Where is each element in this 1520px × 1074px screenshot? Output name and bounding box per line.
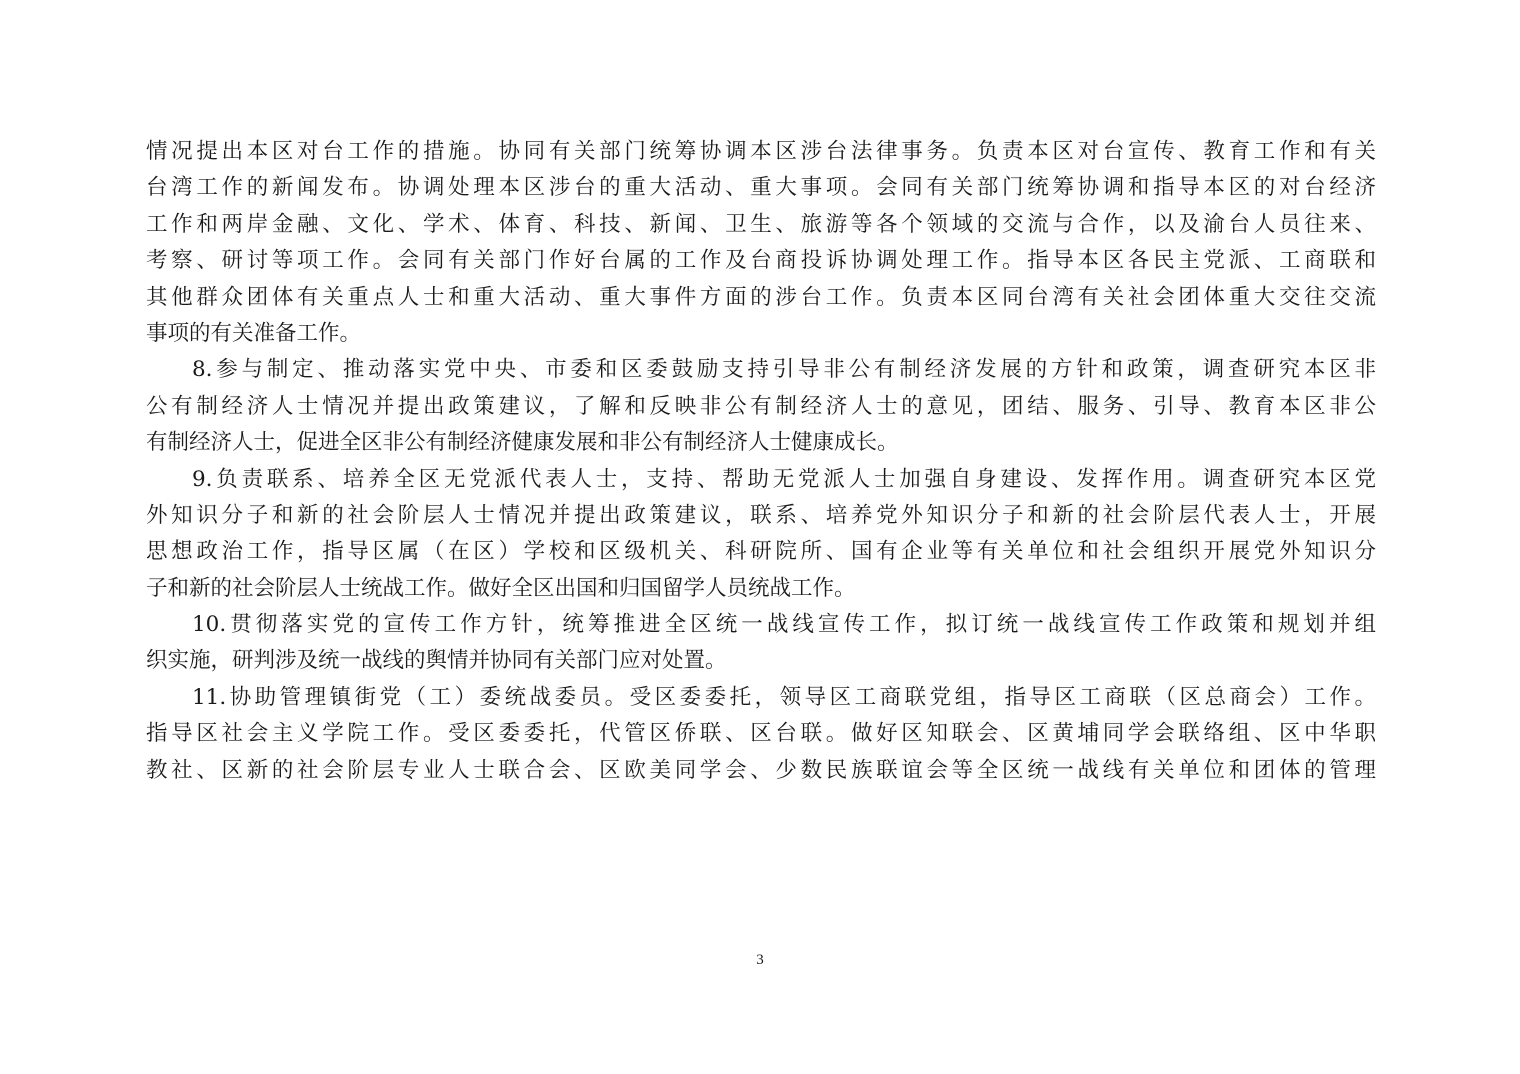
text-line: 公有制经济人士情况并提出政策建议，了解和反映非公有制经济人士的意见，团结、服务、引导、教育本区非公 xyxy=(146,393,1376,419)
text-line: 织实施，研判涉及统一战线的舆情并协同有关部门应对处置。 xyxy=(146,648,727,674)
text-line: 其他群众团体有关重点人士和重大活动、重大事件方面的涉台工作。负责本区同台湾有关社会团体重大交往交流 xyxy=(146,284,1376,310)
text-line: 有制经济人士，促进全区非公有制经济健康发展和非公有制经济人士健康成长。 xyxy=(146,430,899,456)
text-line: 思想政治工作，指导区属（在区）学校和区级机关、科研院所、国有企业等有关单位和社会组织开展党外知识分 xyxy=(146,539,1376,565)
paragraph-10-first-line: 10.贯彻落实党的宣传工作方针，统筹推进全区统一战线宣传工作，拟订统一战线宣传工作政策和规划并组 xyxy=(192,612,1376,638)
body-text xyxy=(146,134,1376,789)
text-line: 情况提出本区对台工作的措施。协同有关部门统筹协调本区涉台法律事务。负责本区对台宣传、教育工作和有关 xyxy=(146,139,1376,164)
text-line: 工作和两岸金融、文化、学术、体育、科技、新闻、卫生、旅游等各个领域的交流与合作，以及渝台人员往来、 xyxy=(146,211,1376,237)
text-line: 考察、研讨等项工作。会同有关部门作好台属的工作及台商投诉协调处理工作。指导本区各民主党派、工商联和 xyxy=(146,248,1376,274)
paragraph-8-first-line: 8.参与制定、推动落实党中央、市委和区委鼓励支持引导非公有制经济发展的方针和政策，调查研究本区非 xyxy=(192,357,1376,383)
page-number: 3 xyxy=(756,952,764,968)
text-line: 教社、区新的社会阶层专业人士联合会、区欧美同学会、少数民族联谊会等全区统一战线有关单位和团体的管理 xyxy=(146,757,1376,783)
text-line: 子和新的社会阶层人士统战工作。做好全区出国和归国留学人员统战工作。 xyxy=(146,575,856,601)
paragraph-11-first-line: 11.协助管理镇街党（工）委统战委员。受区委委托，领导区工商联党组，指导区工商联（区总商会）工作。 xyxy=(192,684,1376,710)
text-line: 事项的有关准备工作。 xyxy=(146,320,362,346)
paragraph-9-first-line: 9.负责联系、培养全区无党派代表人士，支持、帮助无党派人士加强自身建设、发挥作用。调查研究本区党 xyxy=(192,466,1376,492)
text-line: 外知识分子和新的社会阶层人士情况并提出政策建议，联系、培养党外知识分子和新的社会阶层代表人士，开展 xyxy=(146,502,1376,528)
text-line: 指导区社会主义学院工作。受区委委托，代管区侨联、区台联。做好区知联会、区黄埔同学会联络组、区中华职 xyxy=(146,721,1376,747)
text-line: 台湾工作的新闻发布。协调处理本区涉台的重大活动、重大事项。会同有关部门统筹协调和指导本区的对台经济 xyxy=(146,175,1376,201)
